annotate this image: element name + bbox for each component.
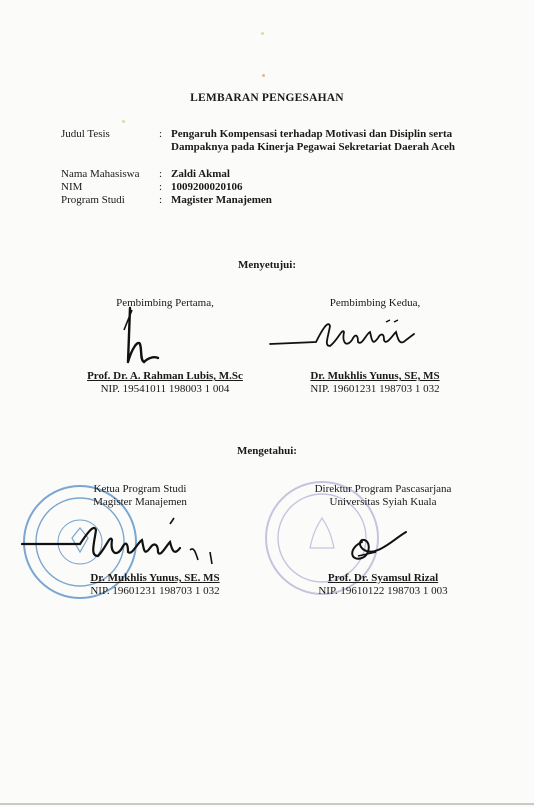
director-role-2: Universitas Syiah Kuala [329,496,437,508]
director-roles [278,483,488,509]
paper-speck [262,74,265,77]
program-head-roles [55,483,225,509]
student-name-row [61,168,511,181]
student-name-value: Zaldi Akmal [171,168,230,180]
program-head-signature [20,516,220,576]
first-supervisor-role: Pembimbing Pertama, [116,297,214,309]
program-head-name: Dr. Mukhlis Yunus, SE. MS [90,572,220,584]
colon: : [159,128,163,140]
first-supervisor-signature [110,300,170,370]
first-supervisor-block [55,370,275,396]
thesis-title-line-1: Pengaruh Kompensasi terhadap Motivasi dan Disiplin serta [171,128,453,140]
acknowledgement-heading: Mengetahui: [237,445,297,457]
approval-heading: Menyetujui: [237,259,297,271]
program-label: Program Studi [61,194,125,206]
director-role-1: Direktur Program Pascasarjana [314,483,452,495]
first-supervisor-nip: NIP. 19541011 198003 1 004 [100,383,230,395]
program-head-role-2: Magister Manajemen [93,496,187,508]
student-name-label: Nama Mahasiswa [61,168,140,180]
paper-speck [122,120,125,123]
second-supervisor-nip: NIP. 19601231 198703 1 032 [310,383,440,395]
thesis-title-line-2: Dampaknya pada Kinerja Pegawai Sekretariat Daerah Aceh [171,141,455,153]
page-edge [0,803,534,805]
program-head-block [55,572,255,598]
second-supervisor-signature [268,310,418,360]
nim-row [61,181,511,194]
paper-speck [261,32,264,35]
nim-label: NIM [61,181,83,193]
second-supervisor-role: Pembimbing Kedua, [329,297,421,309]
program-head-role-1: Ketua Program Studi [93,483,187,495]
nim-value: 1009200020106 [171,181,243,193]
second-supervisor-name: Dr. Mukhlis Yunus, SE, MS [310,370,440,382]
director-block [283,572,483,598]
second-supervisor-block [275,370,475,396]
director-nip: NIP. 19610122 198703 1 003 [318,585,448,597]
thesis-title-value [171,128,511,154]
program-value: Magister Manajemen [171,194,272,206]
colon: : [159,181,163,193]
program-row [61,194,511,207]
first-supervisor-name: Prof. Dr. A. Rahman Lubis, M.Sc [87,370,243,382]
colon: : [159,168,163,180]
thesis-title-label: Judul Tesis [61,128,110,140]
director-name: Prof. Dr. Syamsul Rizal [327,572,439,584]
program-head-nip: NIP. 19601231 198703 1 032 [90,585,220,597]
thesis-title-row [61,128,511,154]
colon: : [159,194,163,206]
director-signature [340,522,410,567]
page-title: LEMBARAN PENGESAHAN [190,92,344,104]
